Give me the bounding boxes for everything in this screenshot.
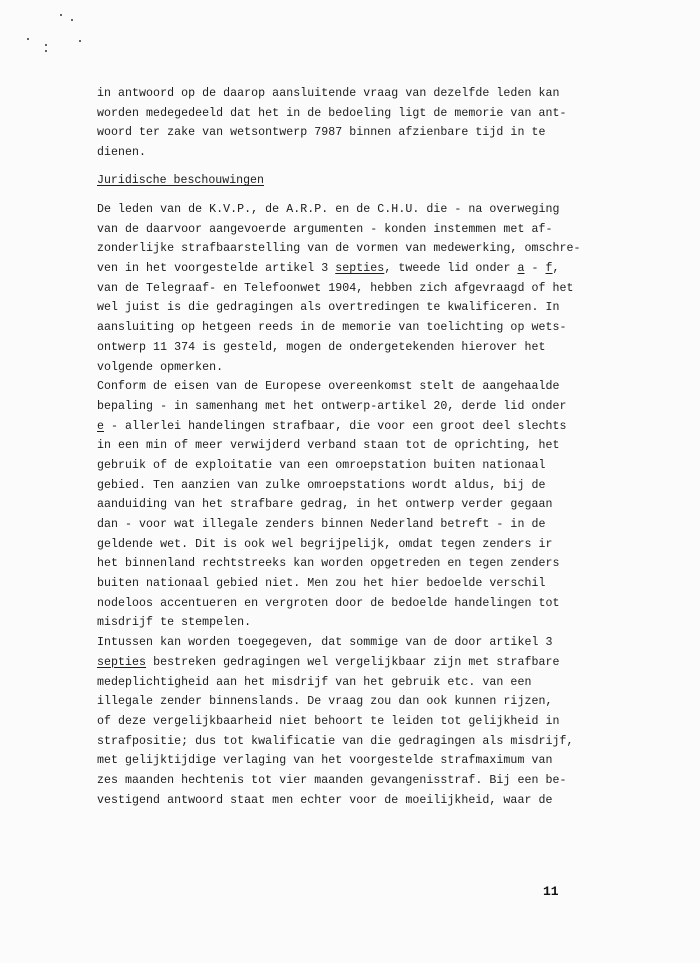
text-line: worden medegedeeld dat het in de bedoeling ligt de memorie van ant-: [97, 106, 567, 120]
page-number: 11: [543, 884, 559, 899]
text-line: [97, 554, 657, 574]
scan-speck: [79, 40, 81, 42]
text-segment: , tweede lid onder: [384, 262, 518, 276]
text-segment: zonderlijke strafbaarstelling van de vormen van medewerking, omschre-: [97, 242, 581, 256]
scan-speck: [71, 19, 73, 21]
text-line: [97, 732, 657, 752]
text-segment: aansluiting op hetgeen reeds in de memorie van toelichting op wets-: [97, 321, 567, 335]
text-segment: zes maanden hechtenis tot vier maanden gevangenisstraf. Bij een be-: [97, 773, 567, 787]
text-line: [97, 436, 657, 456]
text-line: [97, 535, 657, 555]
underlined-term: septies: [335, 262, 385, 276]
text-line: [97, 653, 657, 673]
text-line: [97, 673, 657, 693]
intro-paragraph: [97, 84, 657, 163]
text-line: [97, 771, 657, 791]
text-line: [97, 298, 657, 318]
text-line: [97, 476, 657, 496]
text-line: woord ter zake van wetsontwerp 7987 binnen afzienbare tijd in te: [97, 126, 546, 140]
text-line: [97, 200, 657, 220]
text-segment: bestreken gedragingen wel vergelijkbaar zijn met strafbare: [146, 655, 560, 669]
text-line: [97, 613, 657, 633]
underlined-term: a: [517, 262, 525, 276]
text-line: [97, 574, 657, 594]
underlined-term: e: [97, 419, 105, 433]
text-segment: van de Telegraaf- en Telefoonwet 1904, hebben zich afgevraagd of het: [97, 281, 574, 295]
text-line: [97, 712, 657, 732]
text-segment: geldende wet. Dit is ook wel begrijpelijk, omdat tegen zenders ir: [97, 537, 553, 551]
text-line: [97, 239, 657, 259]
text-segment: illegale zender binnenslands. De vraag zou dan ook kunnen rijzen,: [97, 695, 553, 709]
text-segment: wel juist is die gedragingen als overtredingen te kwalificeren. In: [97, 301, 560, 315]
text-segment: gebruik of de exploitatie van een omroepstation buiten nationaal: [97, 458, 546, 472]
text-segment: buiten nationaal gebied niet. Men zou het hier bedoelde verschil: [97, 577, 546, 591]
text-line: dienen.: [97, 146, 147, 160]
text-segment: aanduiding van het strafbare gedrag, in het ontwerp verder gegaan: [97, 498, 553, 512]
text-segment: Conform de eisen van de Europese overeenkomst stelt de aangehaalde: [97, 380, 560, 394]
text-line: [97, 377, 657, 397]
text-segment: in een min of meer verwijderd verband staan tot de oprichting, het: [97, 439, 560, 453]
scan-speck: [45, 44, 47, 46]
text-line: [97, 338, 657, 358]
text-line: [97, 417, 657, 437]
text-segment: volgende opmerken.: [97, 360, 224, 374]
text-segment: dan - voor wat illegale zenders binnen Nederland betreft - in de: [97, 518, 546, 531]
text-line: [97, 220, 657, 240]
text-segment: bepaling - in samenhang met het ontwerp-artikel 20, derde lid onder: [97, 399, 567, 413]
text-segment: - allerlei handelingen strafbaar, die voor een groot deel slechts: [104, 419, 567, 433]
text-segment: ven in het voorgestelde artikel 3: [97, 262, 336, 276]
text-segment: of deze vergelijkbaarheid niet behoort te leiden tot gelijkheid in: [97, 714, 560, 728]
text-segment: ,: [552, 262, 560, 276]
scan-speck: [60, 14, 62, 16]
text-line: in antwoord op de daarop aansluitende vraag van dezelfde leden kan: [97, 87, 560, 100]
section-heading: Juridische beschouwingen: [97, 174, 264, 187]
text-segment: ontwerp 11 374 is gesteld, mogen de ondergetekenden hierover het: [97, 340, 546, 354]
text-segment: nodeloos accentueren en vergroten door de bedoelde handelingen tot: [97, 596, 560, 610]
text-segment: vestigend antwoord staat men echter voor de moeilijkheid, waar de: [97, 793, 553, 807]
text-line: [97, 259, 657, 279]
scan-speck: [45, 50, 47, 52]
text-segment: van de daarvoor aangevoerde argumenten - konden instemmen met af-: [97, 222, 553, 236]
text-segment: -: [524, 262, 546, 276]
text-line: [97, 358, 657, 378]
underlined-term: septies: [97, 655, 147, 669]
text-line: [97, 397, 657, 417]
body-text: [97, 200, 657, 810]
text-line: [97, 318, 657, 338]
text-line: [97, 515, 657, 535]
text-segment: De leden van de K.V.P., de A.R.P. en de C.H.U. die - na overweging: [97, 203, 560, 216]
scan-speck: [27, 38, 29, 40]
text-segment: gebied. Ten aanzien van zulke omroepstations wordt aldus, bij de: [97, 478, 546, 492]
text-segment: misdrijf te stempelen.: [97, 616, 252, 630]
text-segment: het binnenland rechtstreeks kan worden opgetreden en tegen zenders: [97, 557, 560, 571]
text-line: [97, 594, 657, 614]
text-segment: Intussen kan worden toegegeven, dat sommige van de door artikel 3: [97, 636, 553, 650]
underlined-term: f: [545, 262, 553, 276]
text-line: [97, 751, 657, 771]
text-segment: strafpositie; dus tot kwalificatie van die gedragingen als misdrijf,: [97, 734, 574, 748]
text-line: [97, 692, 657, 712]
text-segment: medeplichtigheid aan het misdrijf van het gebruik etc. van een: [97, 675, 532, 689]
text-line: [97, 791, 657, 811]
text-segment: met gelijktijdige verlaging van het voorgestelde strafmaximum van: [97, 754, 553, 768]
text-line: [97, 495, 657, 515]
text-line: [97, 279, 657, 299]
text-line: [97, 456, 657, 476]
text-line: [97, 633, 657, 653]
